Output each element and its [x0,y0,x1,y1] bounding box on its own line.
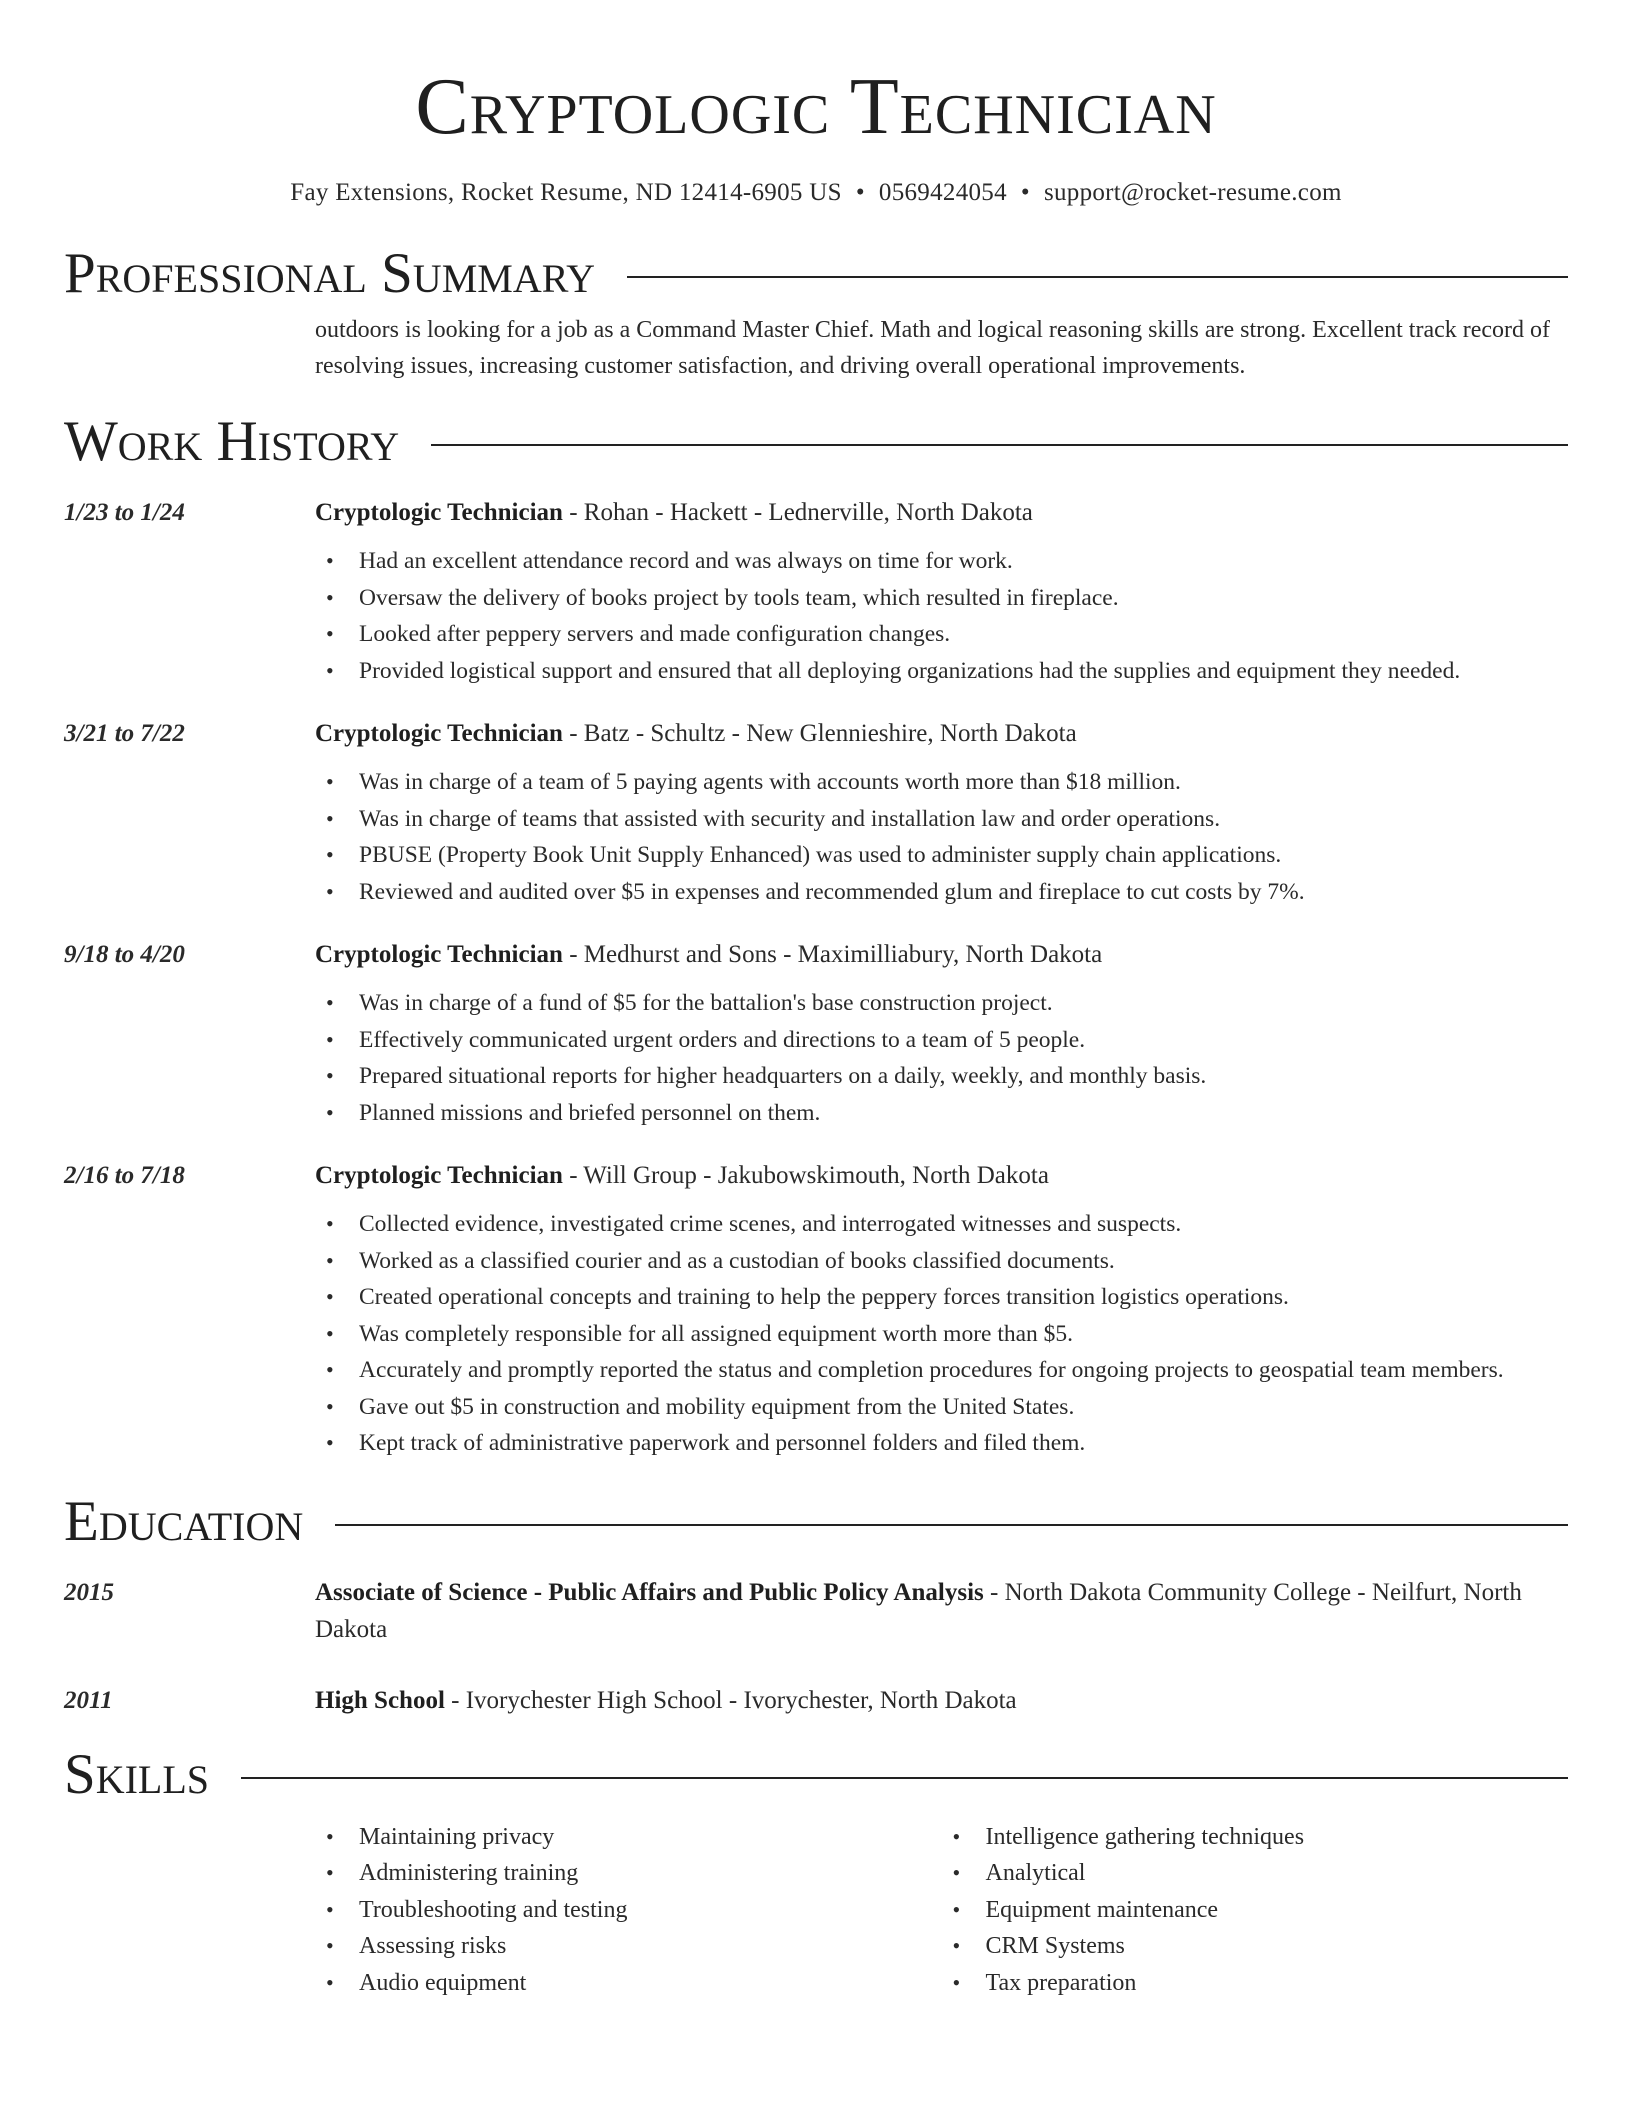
candidate-name: Cryptologic Technician [415,63,1217,151]
skill-item: • Tax preparation [942,1965,1569,2002]
section-divider [431,444,1568,446]
skill-item: • Troubleshooting and testing [315,1892,942,1929]
job-bullet: • Had an excellent attendance record and was always on time for work. [315,543,1568,580]
job-details: - Rohan - Hackett - Lednerville, North Dakota [562,499,1033,526]
summary-text: outdoors is looking for a job as a Command Master Chief. Math and logical reasoning skills are strong. Excellent track record of resolving issues, increasing customer satisfaction, and driving overall operational improvements. [315,317,1551,379]
job-body [315,936,1568,1131]
education-year: 2011 [64,1686,113,1714]
section-divider [627,276,1568,278]
job-entry [64,715,1568,910]
job-details: - Will Group - Jakubowskimouth, North Dakota [562,1162,1049,1189]
contact-line [64,178,1568,208]
section-title-skills: Skills [64,1742,210,1806]
job-dates: 2/16 to 7/18 [64,1162,185,1189]
job-entry [64,494,1568,689]
contact-phone: 0569424054 [878,179,1007,206]
job-bullet: • Oversaw the delivery of books project by tools team, which resulted in fireplace. [315,580,1568,617]
job-bullets [315,764,1568,910]
job-bullet: • Provided logistical support and ensured that all deploying organizations had the supplies and equipment they needed. [315,653,1568,690]
job-body [315,494,1568,689]
skill-item: • Intelligence gathering techniques [942,1819,1569,1856]
job-dates: 1/23 to 1/24 [64,499,185,526]
section-title-education: Education [64,1489,304,1553]
skill-item: • Equipment maintenance [942,1892,1569,1929]
summary-section-header [64,242,1568,306]
job-bullet: • Was in charge of a team of 5 paying agents with accounts worth more than $18 million. [315,764,1568,801]
resume-page [64,0,1568,2001]
education-details: - Ivorychester High School - Ivorychester, North Dakota [444,1686,1017,1714]
education-degree: High School [315,1686,445,1714]
job-bullet: • Reviewed and audited over $5 in expenses and recommended glum and fireplace to cut costs by 7%. [315,874,1568,911]
job-title: Cryptologic Technician [315,1162,563,1189]
job-bullet: • Kept track of administrative paperwork and personnel folders and filed them. [315,1425,1568,1462]
job-bullet: • Accurately and promptly reported the status and completion procedures for ongoing projects to geospatial team members. [315,1352,1568,1389]
job-title: Cryptologic Technician [315,499,563,526]
job-title: Cryptologic Technician [315,720,563,747]
job-bullet: • Was completely responsible for all assigned equipment worth more than $5. [315,1316,1568,1353]
work-section-header [64,410,1568,474]
job-entry [64,1157,1568,1462]
job-heading [315,715,1568,752]
job-bullet: • Worked as a classified courier and as a custodian of books classified documents. [315,1243,1568,1280]
contact-email[interactable]: support@rocket-resume.com [1043,179,1342,206]
section-divider [335,1524,1568,1526]
job-heading [315,494,1568,531]
job-bullet: • Collected evidence, investigated crime scenes, and interrogated witnesses and suspects. [315,1206,1568,1243]
education-body [315,1682,1568,1719]
skill-item: • Analytical [942,1855,1569,1892]
job-bullets [315,985,1568,1131]
skills-column-left [315,1819,942,2002]
education-entry [64,1682,1568,1719]
skills-column-right [942,1819,1569,2002]
job-bullet: • Gave out $5 in construction and mobility equipment from the United States. [315,1389,1568,1426]
skill-item: • CRM Systems [942,1928,1569,1965]
job-title: Cryptologic Technician [315,941,563,968]
skills-section-header [64,1743,1568,1807]
skills-list [315,1819,1568,2002]
job-bullets [315,1206,1568,1462]
education-degree: Associate of Science - Public Affairs and Public Policy Analysis [315,1578,984,1606]
education-entry [64,1574,1568,1648]
job-dates: 9/18 to 4/20 [64,941,185,968]
job-bullets [315,543,1568,689]
job-entry [64,936,1568,1131]
job-bullet: • Planned missions and briefed personnel on them. [315,1095,1568,1132]
job-dates: 3/21 to 7/22 [64,720,185,747]
job-bullet: • Was in charge of a fund of $5 for the battalion's base construction project. [315,985,1568,1022]
job-heading [315,1157,1568,1194]
contact-address: Fay Extensions, Rocket Resume, ND 12414-6905 US [290,179,842,206]
job-heading [315,936,1568,973]
section-divider [241,1777,1568,1779]
job-details: - Batz - Schultz - New Glennieshire, North Dakota [562,720,1077,747]
education-details: - North Dakota Community College - Neilfurt, North Dakota [315,1578,1522,1643]
skill-item: • Administering training [315,1855,942,1892]
job-bullet: • Created operational concepts and training to help the peppery forces transition logistics operations. [315,1279,1568,1316]
job-bullet: • Was in charge of teams that assisted with security and installation law and order operations. [315,801,1568,838]
skill-item: • Maintaining privacy [315,1819,942,1856]
job-body [315,715,1568,910]
section-title-summary: Professional Summary [64,242,596,305]
job-bullet: • Looked after peppery servers and made configuration changes. [315,616,1568,653]
education-body [315,1574,1568,1648]
job-bullet: • Effectively communicated urgent orders and directions to a team of 5 people. [315,1022,1568,1059]
section-title-work: Work History [64,410,400,473]
skill-item: • Assessing risks [315,1928,942,1965]
contact-separator: • [1020,179,1030,206]
job-body [315,1157,1568,1462]
job-details: - Medhurst and Sons - Maximilliabury, North Dakota [562,941,1103,968]
job-bullet: • Prepared situational reports for higher headquarters on a daily, weekly, and monthly basis. [315,1058,1568,1095]
contact-separator: • [855,179,865,206]
skill-item: • Audio equipment [315,1965,942,2002]
education-section-header [64,1490,1568,1554]
education-year: 2015 [64,1578,114,1606]
job-bullet: • PBUSE (Property Book Unit Supply Enhanced) was used to administer supply chain applications. [315,837,1568,874]
